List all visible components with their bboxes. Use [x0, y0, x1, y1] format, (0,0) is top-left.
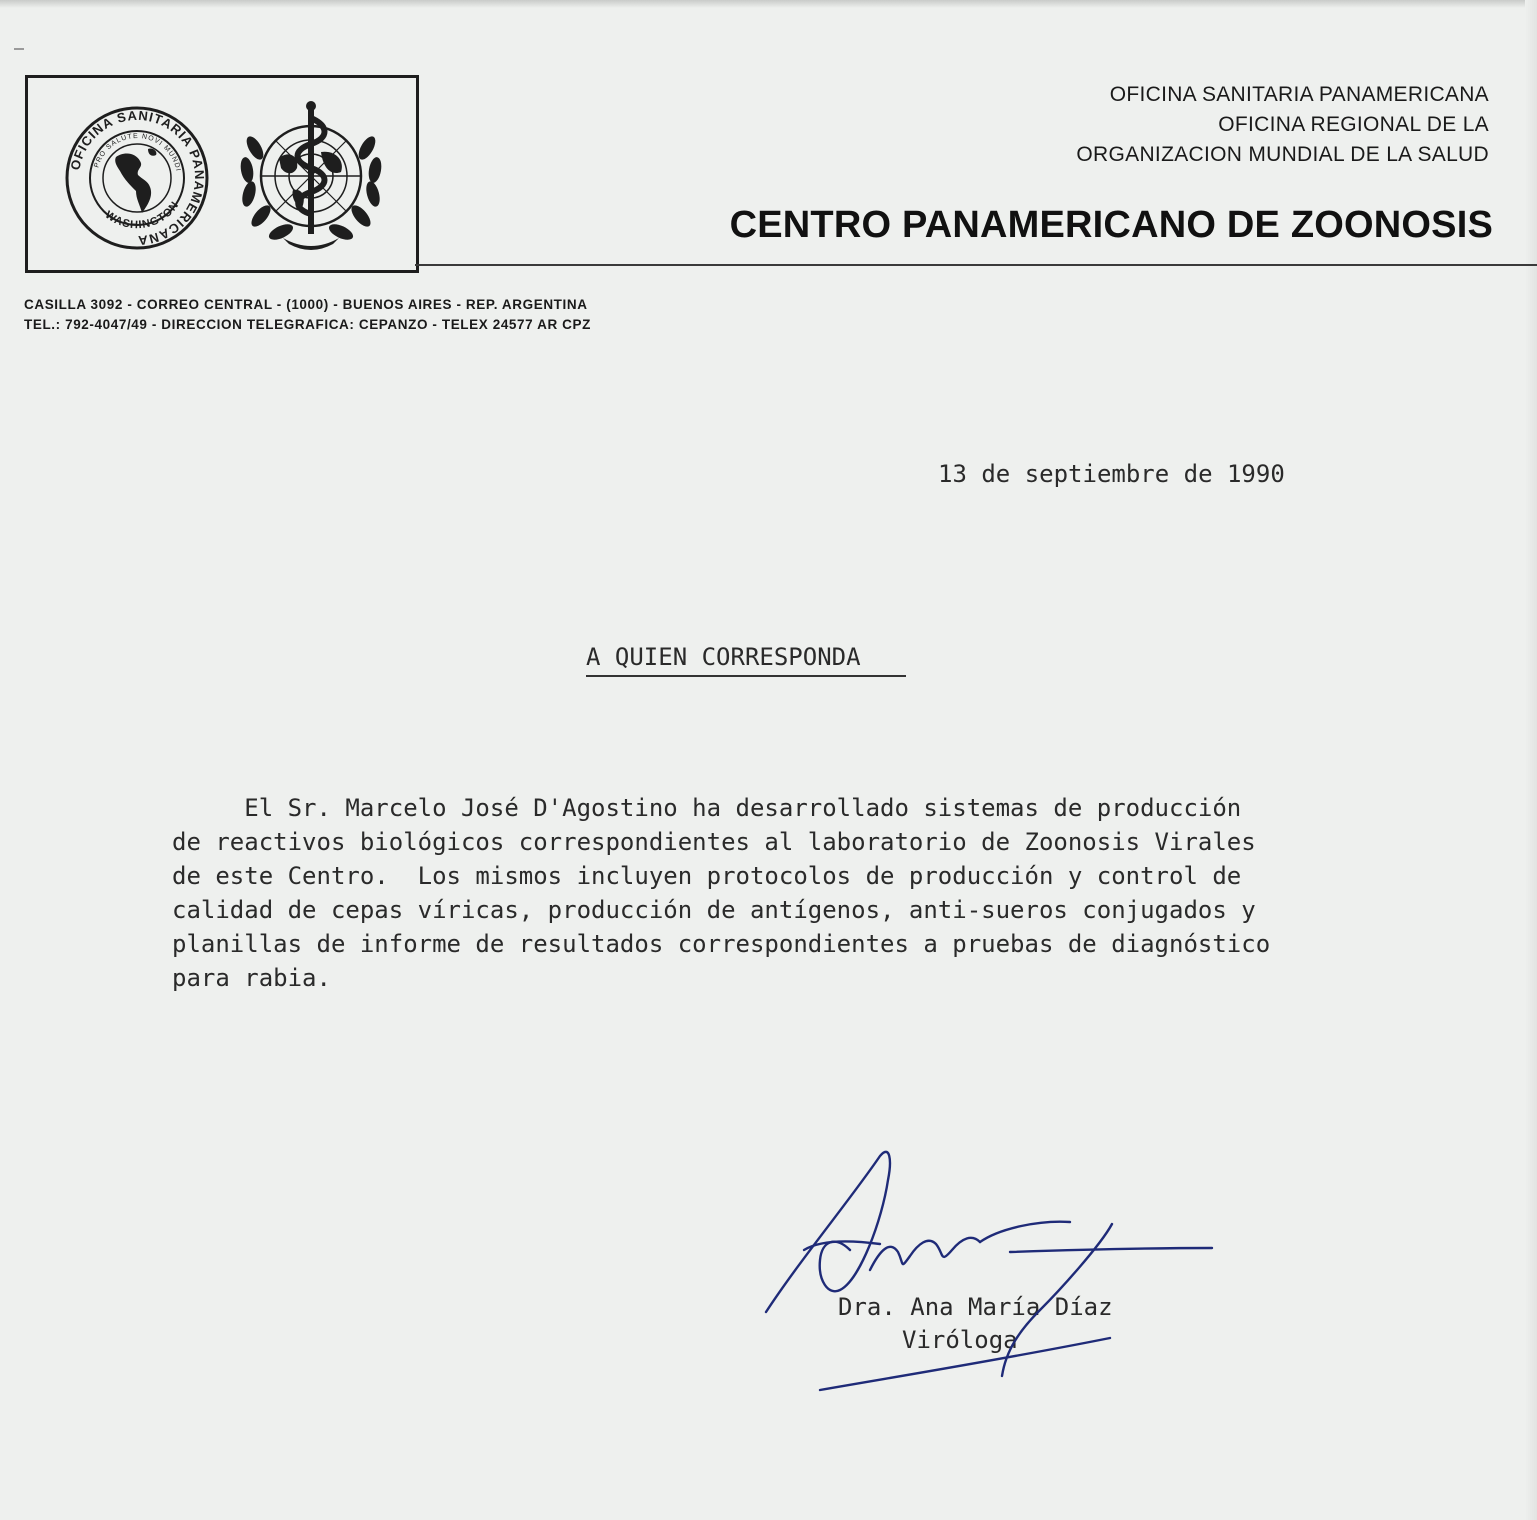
body-line: calidad de cepas víricas, producción de antígenos, anti-sueros conjugados y	[172, 896, 1256, 924]
body-line: planillas de informe de resultados correspondientes a pruebas de diagnóstico	[172, 930, 1271, 958]
letter-date: 13 de septiembre de 1990	[938, 460, 1285, 488]
body-line: para rabia.	[172, 964, 331, 992]
body-line: El Sr. Marcelo José D'Agostino ha desarrollado sistemas de producción	[172, 794, 1242, 822]
body-line: de reactivos biológicos correspondientes al laboratorio de Zoonosis Virales	[172, 828, 1256, 856]
svg-text:WASHINGTON: WASHINGTON	[102, 199, 182, 232]
salutation-underline	[586, 675, 906, 677]
svg-text:PRO SALUTE NOVI MUNDI: PRO SALUTE NOVI MUNDI	[93, 132, 182, 173]
org-line-1: OFICINA SANITARIA PANAMERICANA	[1109, 83, 1489, 106]
signer-name: Dra. Ana María Díaz	[838, 1293, 1113, 1321]
scan-mark	[14, 48, 24, 50]
address-line-2: TEL.: 792-4047/49 - DIRECCION TELEGRAFICA: CEPANZO - TELEX 24577 AR CPZ	[24, 317, 591, 332]
org-line-2: OFICINA REGIONAL DE LA	[1218, 113, 1489, 136]
letter-body	[172, 791, 1462, 995]
paho-seal-icon	[64, 105, 210, 251]
org-line-3: ORGANIZACION MUNDIAL DE LA SALUD	[1076, 143, 1489, 166]
header-divider	[415, 264, 1537, 266]
address-line-1: CASILLA 3092 - CORREO CENTRAL - (1000) - BUENOS AIRES - REP. ARGENTINA	[24, 297, 588, 312]
page-top-edge	[0, 0, 1537, 8]
salutation: A QUIEN CORRESPONDA	[586, 643, 861, 671]
logo-box	[25, 75, 419, 273]
organization-header	[1076, 80, 1489, 170]
svg-text:OFICINA SANITARIA PANAMERICANA: OFICINA SANITARIA PANAMERICANA	[67, 107, 208, 249]
who-emblem-icon	[233, 98, 389, 254]
signature-icon	[740, 1140, 1240, 1400]
page-right-edge	[1525, 0, 1537, 1520]
address-block	[24, 295, 591, 335]
body-line: de este Centro. Los mismos incluyen protocolos de producción y control de	[172, 862, 1242, 890]
signer-title: Viróloga	[902, 1326, 1018, 1354]
center-title: CENTRO PANAMERICANO DE ZOONOSIS	[729, 204, 1493, 246]
